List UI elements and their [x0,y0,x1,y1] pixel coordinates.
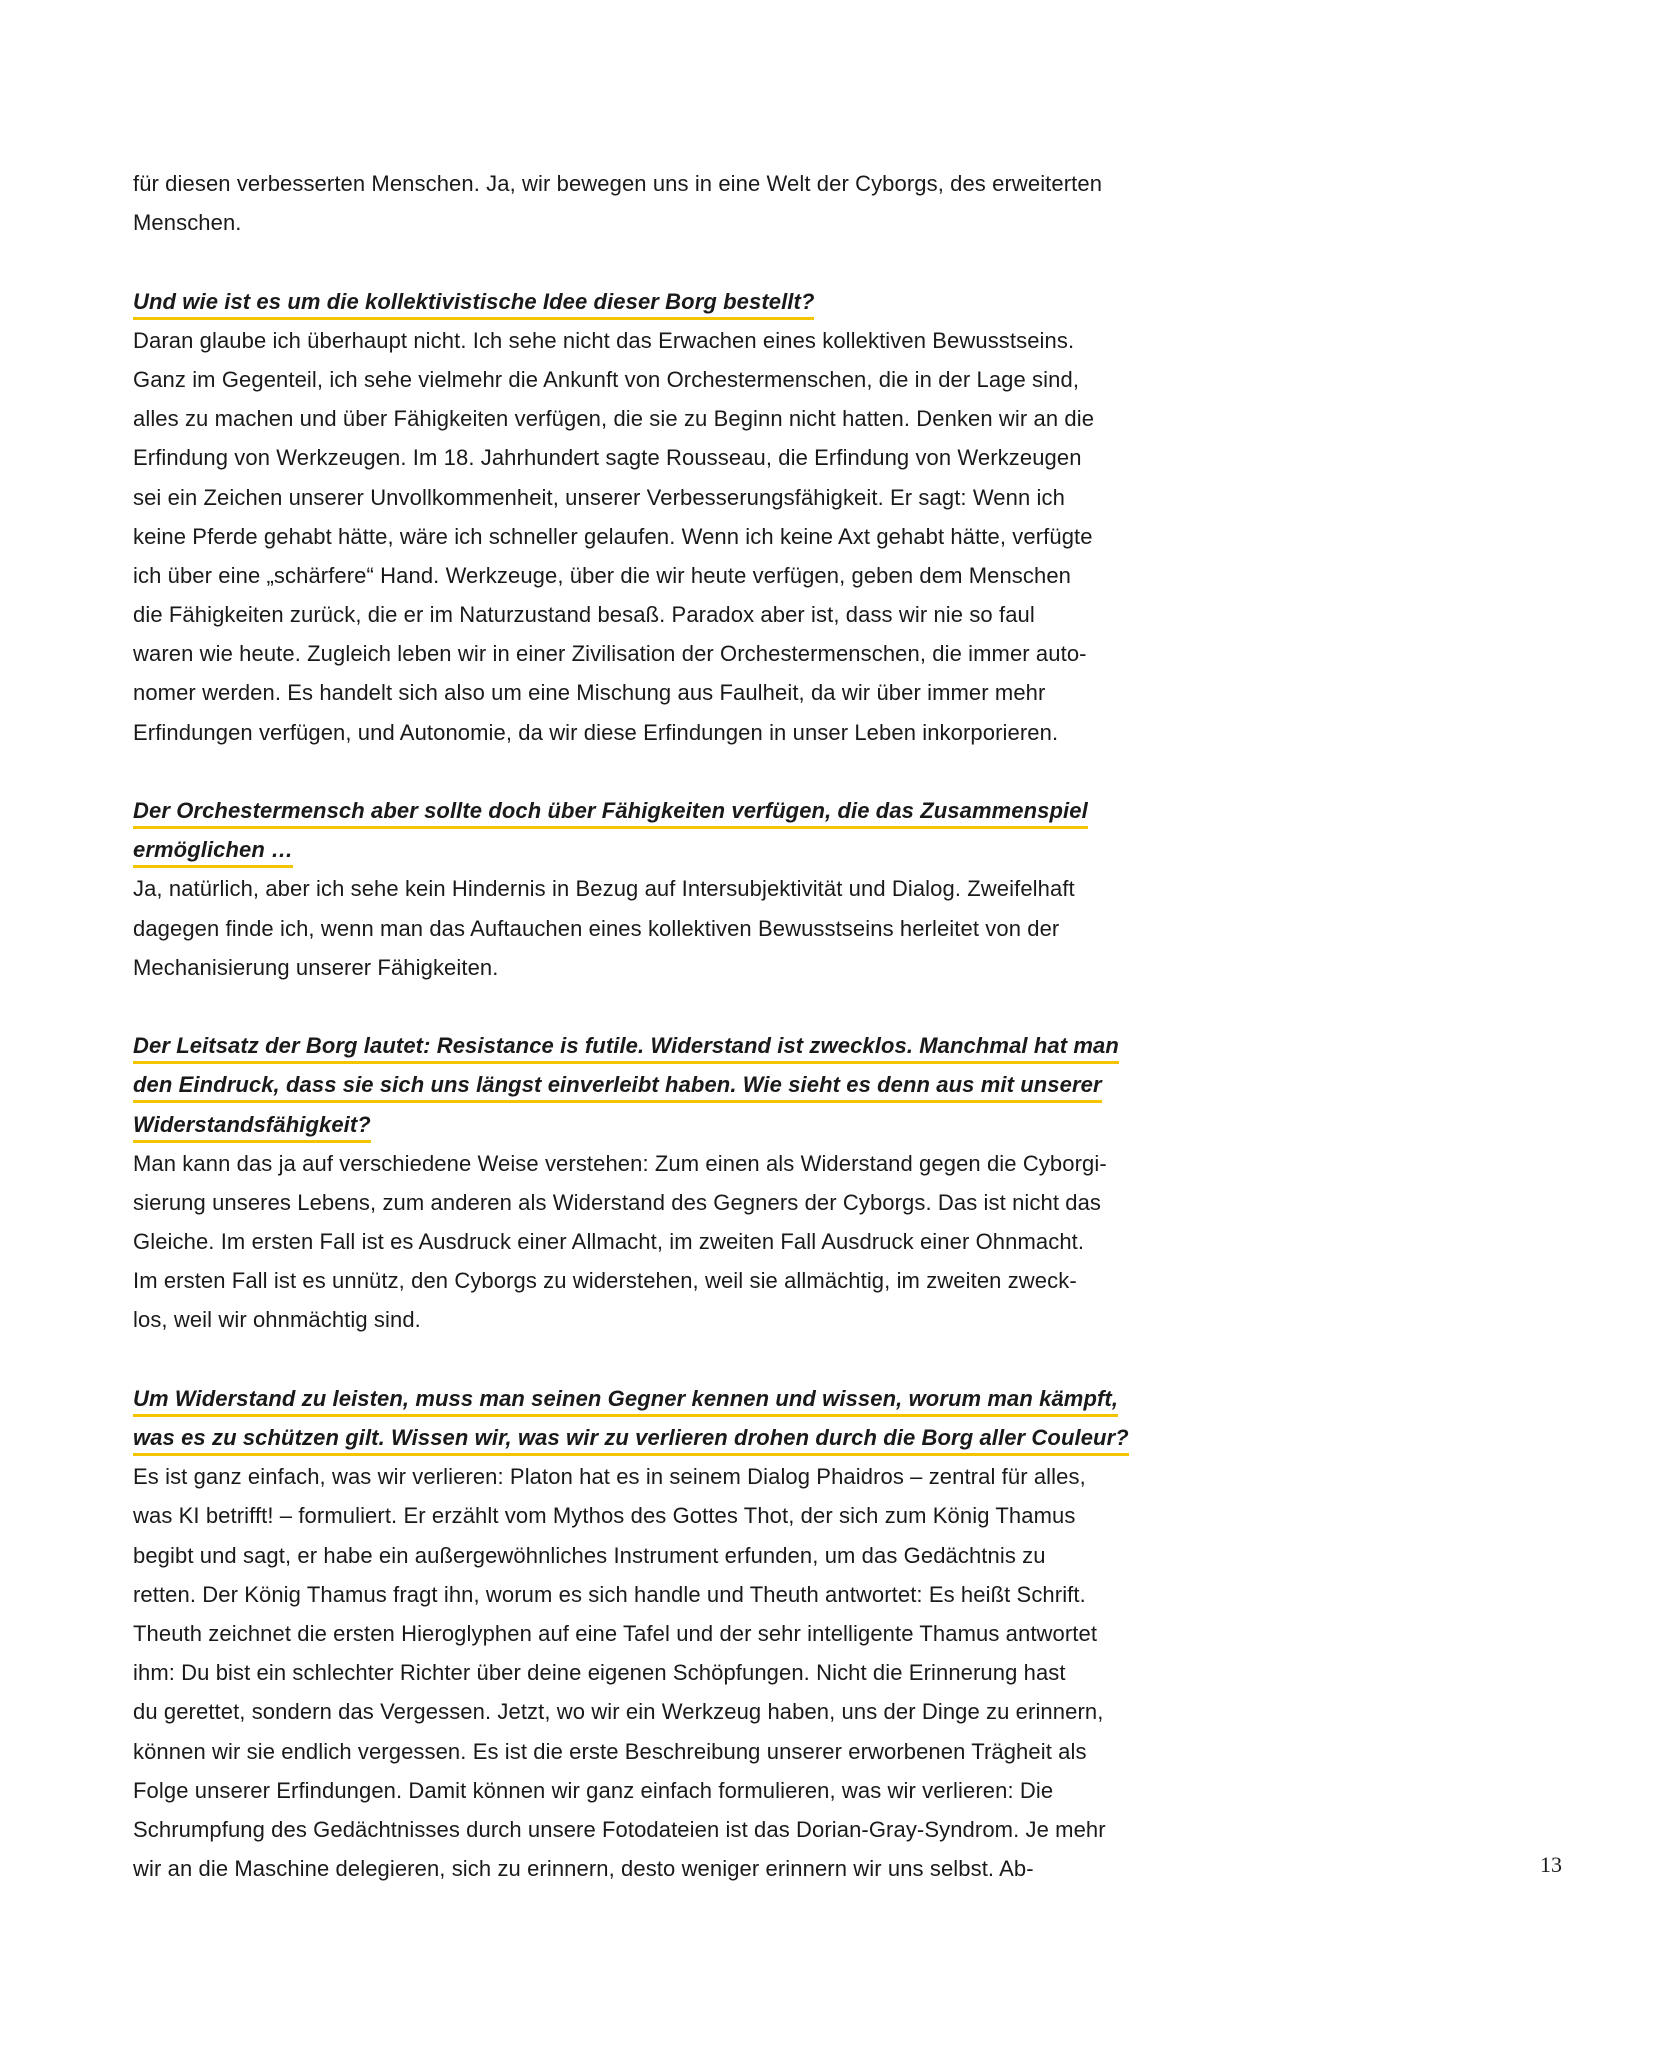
document-page [133,164,1213,1888]
answer-text-line: du gerettet, sondern das Vergessen. Jetzt, wo wir ein Werkzeug haben, uns der Dinge zu erinnern, [133,1699,1104,1725]
answer-text-line: wir an die Maschine delegieren, sich zu erinnern, desto weniger erinnern wir uns selbst. Ab- [133,1856,1034,1882]
answer-text-line: keine Pferde gehabt hätte, wäre ich schneller gelaufen. Wenn ich keine Axt gehabt hätte, verfügte [133,523,1093,549]
interview-question-line [133,1105,1213,1144]
paragraph-gap [133,752,1213,791]
answer-text-line: Es ist ganz einfach, was wir verlieren: Platon hat es in seinem Dialog Phaidros – zentral für alles, [133,1464,1086,1490]
answer-text-line: Mechanisierung unserer Fähigkeiten. [133,954,499,980]
answer-text-line: Erfindungen verfügen, und Autonomie, da wir diese Erfindungen in unser Leben inkorporieren. [133,719,1059,745]
question-text: was es zu schützen gilt. Wissen wir, was wir zu verlieren drohen durch die Borg aller Couleur? [133,1425,1129,1456]
answer-text-line: sei ein Zeichen unserer Unvollkommenheit, unserer Verbesserungsfähigkeit. Er sagt: Wenn ich [133,484,1065,510]
answer-text-line: ihm: Du bist ein schlechter Richter über deine eigenen Schöpfungen. Nicht die Erinnerung hast [133,1660,1066,1686]
answer-text-line: die Fähigkeiten zurück, die er im Naturzustand besaß. Paradox aber ist, dass wir nie so faul [133,602,1035,628]
answer-text-line: Theuth zeichnet die ersten Hieroglyphen auf eine Tafel und der sehr intelligente Thamus antwortet [133,1620,1098,1646]
answer-text-line: Ja, natürlich, aber ich sehe kein Hindernis in Bezug auf Intersubjektivität und Dialog. Zweifelhaft [133,876,1075,902]
interview-question-line [133,1379,1213,1418]
answer-text-line: begibt und sagt, er habe ein außergewöhnliches Instrument erfunden, um das Gedächtnis zu [133,1542,1046,1568]
answer-text-line: für diesen verbesserten Menschen. Ja, wir bewegen uns in eine Welt der Cyborgs, des erweiterten [133,171,1103,196]
answer-text-line: ich über eine „schärfere“ Hand. Werkzeuge, über die wir heute verfügen, geben dem Menschen [133,562,1072,588]
interview-question-line [133,1418,1213,1457]
answer-text-line: Erfindung von Werkzeugen. Im 18. Jahrhundert sagte Rousseau, die Erfindung von Werkzeugen [133,445,1082,471]
paragraph-gap [133,1340,1213,1379]
answer-text-line: sierung unseres Lebens, zum anderen als Widerstand des Gegners der Cyborgs. Das ist nicht das [133,1189,1102,1215]
answer-text-line: alles zu machen und über Fähigkeiten verfügen, die sie zu Beginn nicht hatten. Denken wir an die [133,406,1095,432]
interview-question-line [133,1065,1213,1104]
question-text: Der Orchestermensch aber sollte doch über Fähigkeiten verfügen, die das Zusammenspiel [133,798,1088,829]
answer-text-line: was KI betrifft! – formuliert. Er erzählt vom Mythos des Gottes Thot, der sich zum König Thamus [133,1503,1076,1529]
answer-text-line: los, weil wir ohnmächtig sind. [133,1307,421,1333]
question-text: den Eindruck, dass sie sich uns längst einverleibt haben. Wie sieht es denn aus mit unserer [133,1072,1102,1103]
question-text: Und wie ist es um die kollektivistische Idee dieser Borg bestellt? [133,289,814,320]
answer-text-line: retten. Der König Thamus fragt ihn, worum es sich handle und Theuth antwortet: Es heißt Schrift. [133,1581,1086,1607]
answer-text-line: waren wie heute. Zugleich leben wir in einer Zivilisation der Orchestermenschen, die immer auto- [133,641,1087,667]
answer-text-line: Menschen. [133,210,242,236]
answer-text-line: Daran glaube ich überhaupt nicht. Ich sehe nicht das Erwachen eines kollektiven Bewusstseins. [133,327,1075,353]
interview-question-line [133,791,1213,830]
question-text: ermöglichen … [133,837,293,868]
question-text: Der Leitsatz der Borg lautet: Resistance is futile. Widerstand ist zwecklos. Manchmal hat man [133,1033,1119,1064]
page-number: 13 [1540,1852,1562,1877]
question-text: Widerstandsfähigkeit? [133,1112,371,1143]
interview-question-line [133,1026,1213,1065]
paragraph-gap [133,242,1213,281]
interview-question-line [133,282,1213,321]
text-column [133,164,1213,1888]
answer-text-line: Schrumpfung des Gedächtnisses durch unsere Fotodateien ist das Dorian-Gray-Syndrom. Je mehr [133,1816,1106,1842]
answer-text-line: Gleiche. Im ersten Fall ist es Ausdruck einer Allmacht, im zweiten Fall Ausdruck einer Ohnmacht. [133,1229,1085,1255]
paragraph-gap [133,987,1213,1026]
answer-text-line: nomer werden. Es handelt sich also um eine Mischung aus Faulheit, da wir über immer mehr [133,680,1046,706]
answer-text-line: dagegen finde ich, wenn man das Auftauchen eines kollektiven Bewusstseins herleitet von der [133,915,1060,941]
answer-text-line: Folge unserer Erfindungen. Damit können wir ganz einfach formulieren, was wir verlieren: Die [133,1777,1054,1803]
answer-text-line: Im ersten Fall ist es unnütz, den Cyborgs zu widerstehen, weil sie allmächtig, im zweiten zweck- [133,1268,1077,1294]
answer-text-line: Man kann das ja auf verschiedene Weise verstehen: Zum einen als Widerstand gegen die Cyborgi- [133,1150,1107,1176]
answer-text-line: können wir sie endlich vergessen. Es ist die erste Beschreibung unserer erworbenen Trägheit als [133,1738,1087,1764]
interview-question-line [133,830,1213,869]
question-text: Um Widerstand zu leisten, muss man seinen Gegner kennen und wissen, worum man kämpft, [133,1386,1118,1417]
answer-text-line: Ganz im Gegenteil, ich sehe vielmehr die Ankunft von Orchestermenschen, die in der Lage sind, [133,366,1080,392]
